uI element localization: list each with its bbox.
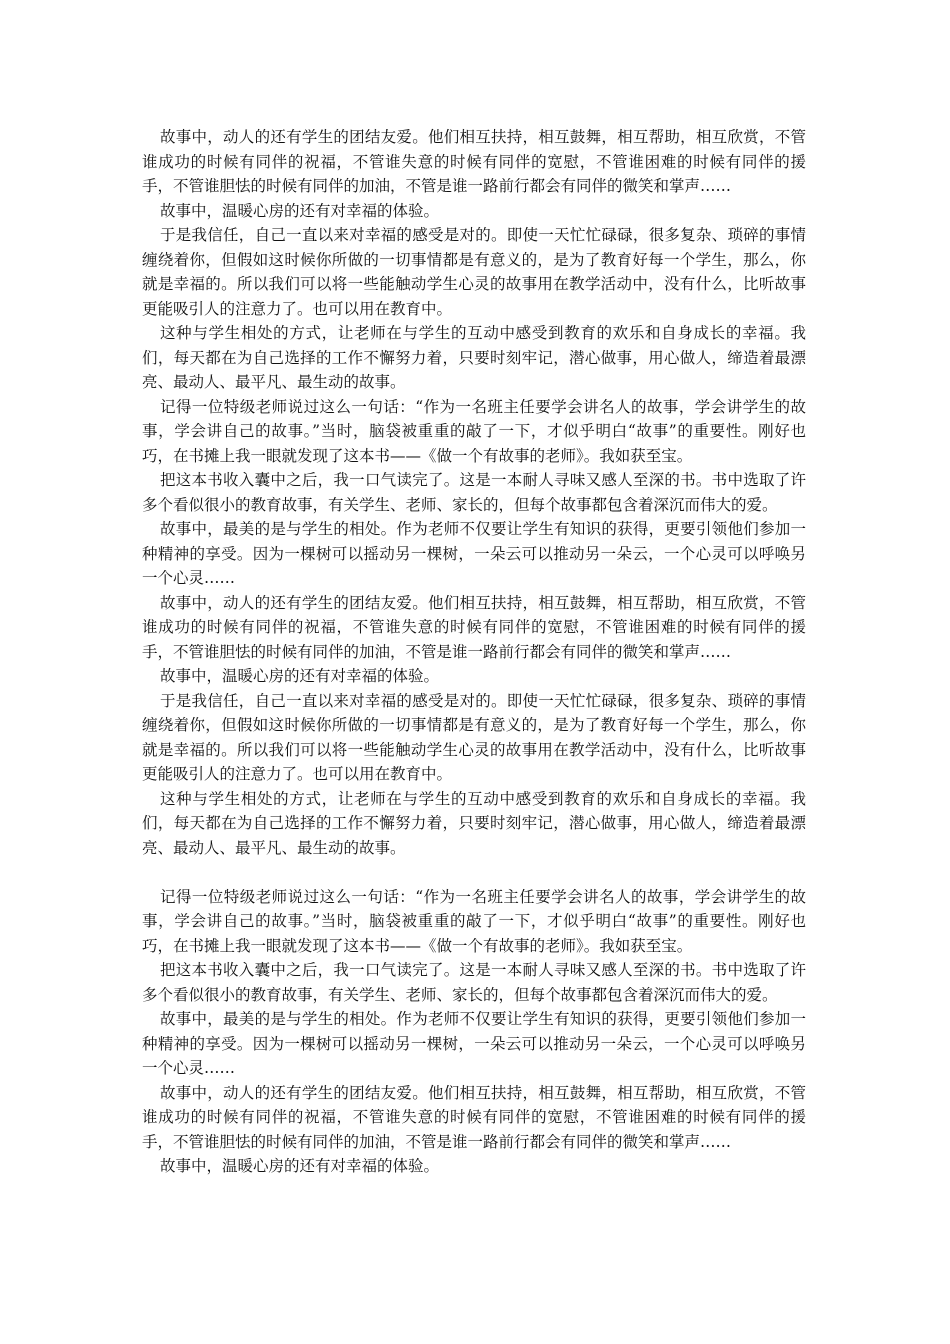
paragraph: 故事中，温暖心房的还有对幸福的体验。	[160, 667, 440, 685]
paragraph: 于是我信任，自己一直以来对幸福的感受是对的。即使一天忙忙碌碌，很多复杂、琐碎的事情缠绕着你，但假如这时候你所做的一切事情都是有意义的，是为了教育好每一个学生，那么，你就是幸福的。所以我们可以将一些能触动学生心灵的故事用在教学活动中，没有什么，比听故事更能吸引人的注意力了。也可以用在教育中。	[142, 226, 806, 318]
paragraph: 故事中，动人的还有学生的团结友爱。他们相互扶持，相互鼓舞，相互帮助，相互欣赏，不管谁成功的时候有同伴的祝福，不管谁失意的时候有同伴的宽慰，不管谁困难的时候有同伴的援手，不管谁胆怯的时候有同伴的加油，不管是谁一路前行都会有同伴的微笑和掌声……	[142, 1083, 806, 1151]
document-body	[142, 125, 806, 1179]
paragraph: 记得一位特级老师说过这么一句话：“作为一名班主任要学会讲名人的故事，学会讲学生的故事，学会讲自己的故事。”当时，脑袋被重重的敲了一下，才似乎明白“故事”的重要性。刚好也巧，在书摊上我一眼就发现了这本书——《做一个有故事的老师》。我如获至宝。	[142, 887, 806, 955]
paragraph: 把这本书收入囊中之后，我一口气读完了。这是一本耐人寻味又感人至深的书。书中选取了许多个看似很小的教育故事，有关学生、老师、家长的，但每个故事都包含着深沉而伟大的爱。	[142, 961, 806, 1004]
blank-line	[142, 860, 806, 885]
paragraph: 故事中，动人的还有学生的团结友爱。他们相互扶持，相互鼓舞，相互帮助，相互欣赏，不管谁成功的时候有同伴的祝福，不管谁失意的时候有同伴的宽慰，不管谁困难的时候有同伴的援手，不管谁胆怯的时候有同伴的加油，不管是谁一路前行都会有同伴的微笑和掌声……	[142, 128, 806, 195]
paragraph: 这种与学生相处的方式，让老师在与学生的互动中感受到教育的欢乐和自身成长的幸福。我们，每天都在为自己选择的工作不懈努力着，只要时刻牢记，潜心做事，用心做人，缔造着最漂亮、最动人、最平凡、最生动的故事。	[142, 789, 806, 857]
paragraph: 故事中，最美的是与学生的相处。作为老师不仅要让学生有知识的获得，更要引领他们参加一种精神的享受。因为一棵树可以摇动另一棵树，一朵云可以推动另一朵云，一个心灵可以呼唤另一个心灵……	[142, 1010, 806, 1077]
paragraph: 把这本书收入囊中之后，我一口气读完了。这是一本耐人寻味又感人至深的书。书中选取了许多个看似很小的教育故事，有关学生、老师、家长的，但每个故事都包含着深沉而伟大的爱。	[142, 471, 806, 514]
paragraph: 故事中，温暖心房的还有对幸福的体验。	[160, 1157, 440, 1175]
paragraph: 于是我信任，自己一直以来对幸福的感受是对的。即使一天忙忙碌碌，很多复杂、琐碎的事情缠绕着你，但假如这时候你所做的一切事情都是有意义的，是为了教育好每一个学生，那么，你就是幸福的。所以我们可以将一些能触动学生心灵的故事用在教学活动中，没有什么，比听故事更能吸引人的注意力了。也可以用在教育中。	[142, 691, 806, 783]
paragraph: 故事中，动人的还有学生的团结友爱。他们相互扶持，相互鼓舞，相互帮助，相互欣赏，不管谁成功的时候有同伴的祝福，不管谁失意的时候有同伴的宽慰，不管谁困难的时候有同伴的援手，不管谁胆怯的时候有同伴的加油，不管是谁一路前行都会有同伴的微笑和掌声……	[142, 593, 806, 661]
paragraph: 记得一位特级老师说过这么一句话：“作为一名班主任要学会讲名人的故事，学会讲学生的故事，学会讲自己的故事。”当时，脑袋被重重的敲了一下，才似乎明白“故事”的重要性。刚好也巧，在书摊上我一眼就发现了这本书——《做一个有故事的老师》。我如获至宝。	[142, 397, 806, 465]
paragraph: 故事中，温暖心房的还有对幸福的体验。	[160, 201, 440, 220]
paragraph: 这种与学生相处的方式，让老师在与学生的互动中感受到教育的欢乐和自身成长的幸福。我们，每天都在为自己选择的工作不懈努力着，只要时刻牢记，潜心做事，用心做人，缔造着最漂亮、最动人、最平凡、最生动的故事。	[142, 324, 806, 391]
paragraph: 故事中，最美的是与学生的相处。作为老师不仅要让学生有知识的获得，更要引领他们参加一种精神的享受。因为一棵树可以摇动另一棵树，一朵云可以推动另一朵云，一个心灵可以呼唤另一个心灵……	[142, 520, 806, 587]
